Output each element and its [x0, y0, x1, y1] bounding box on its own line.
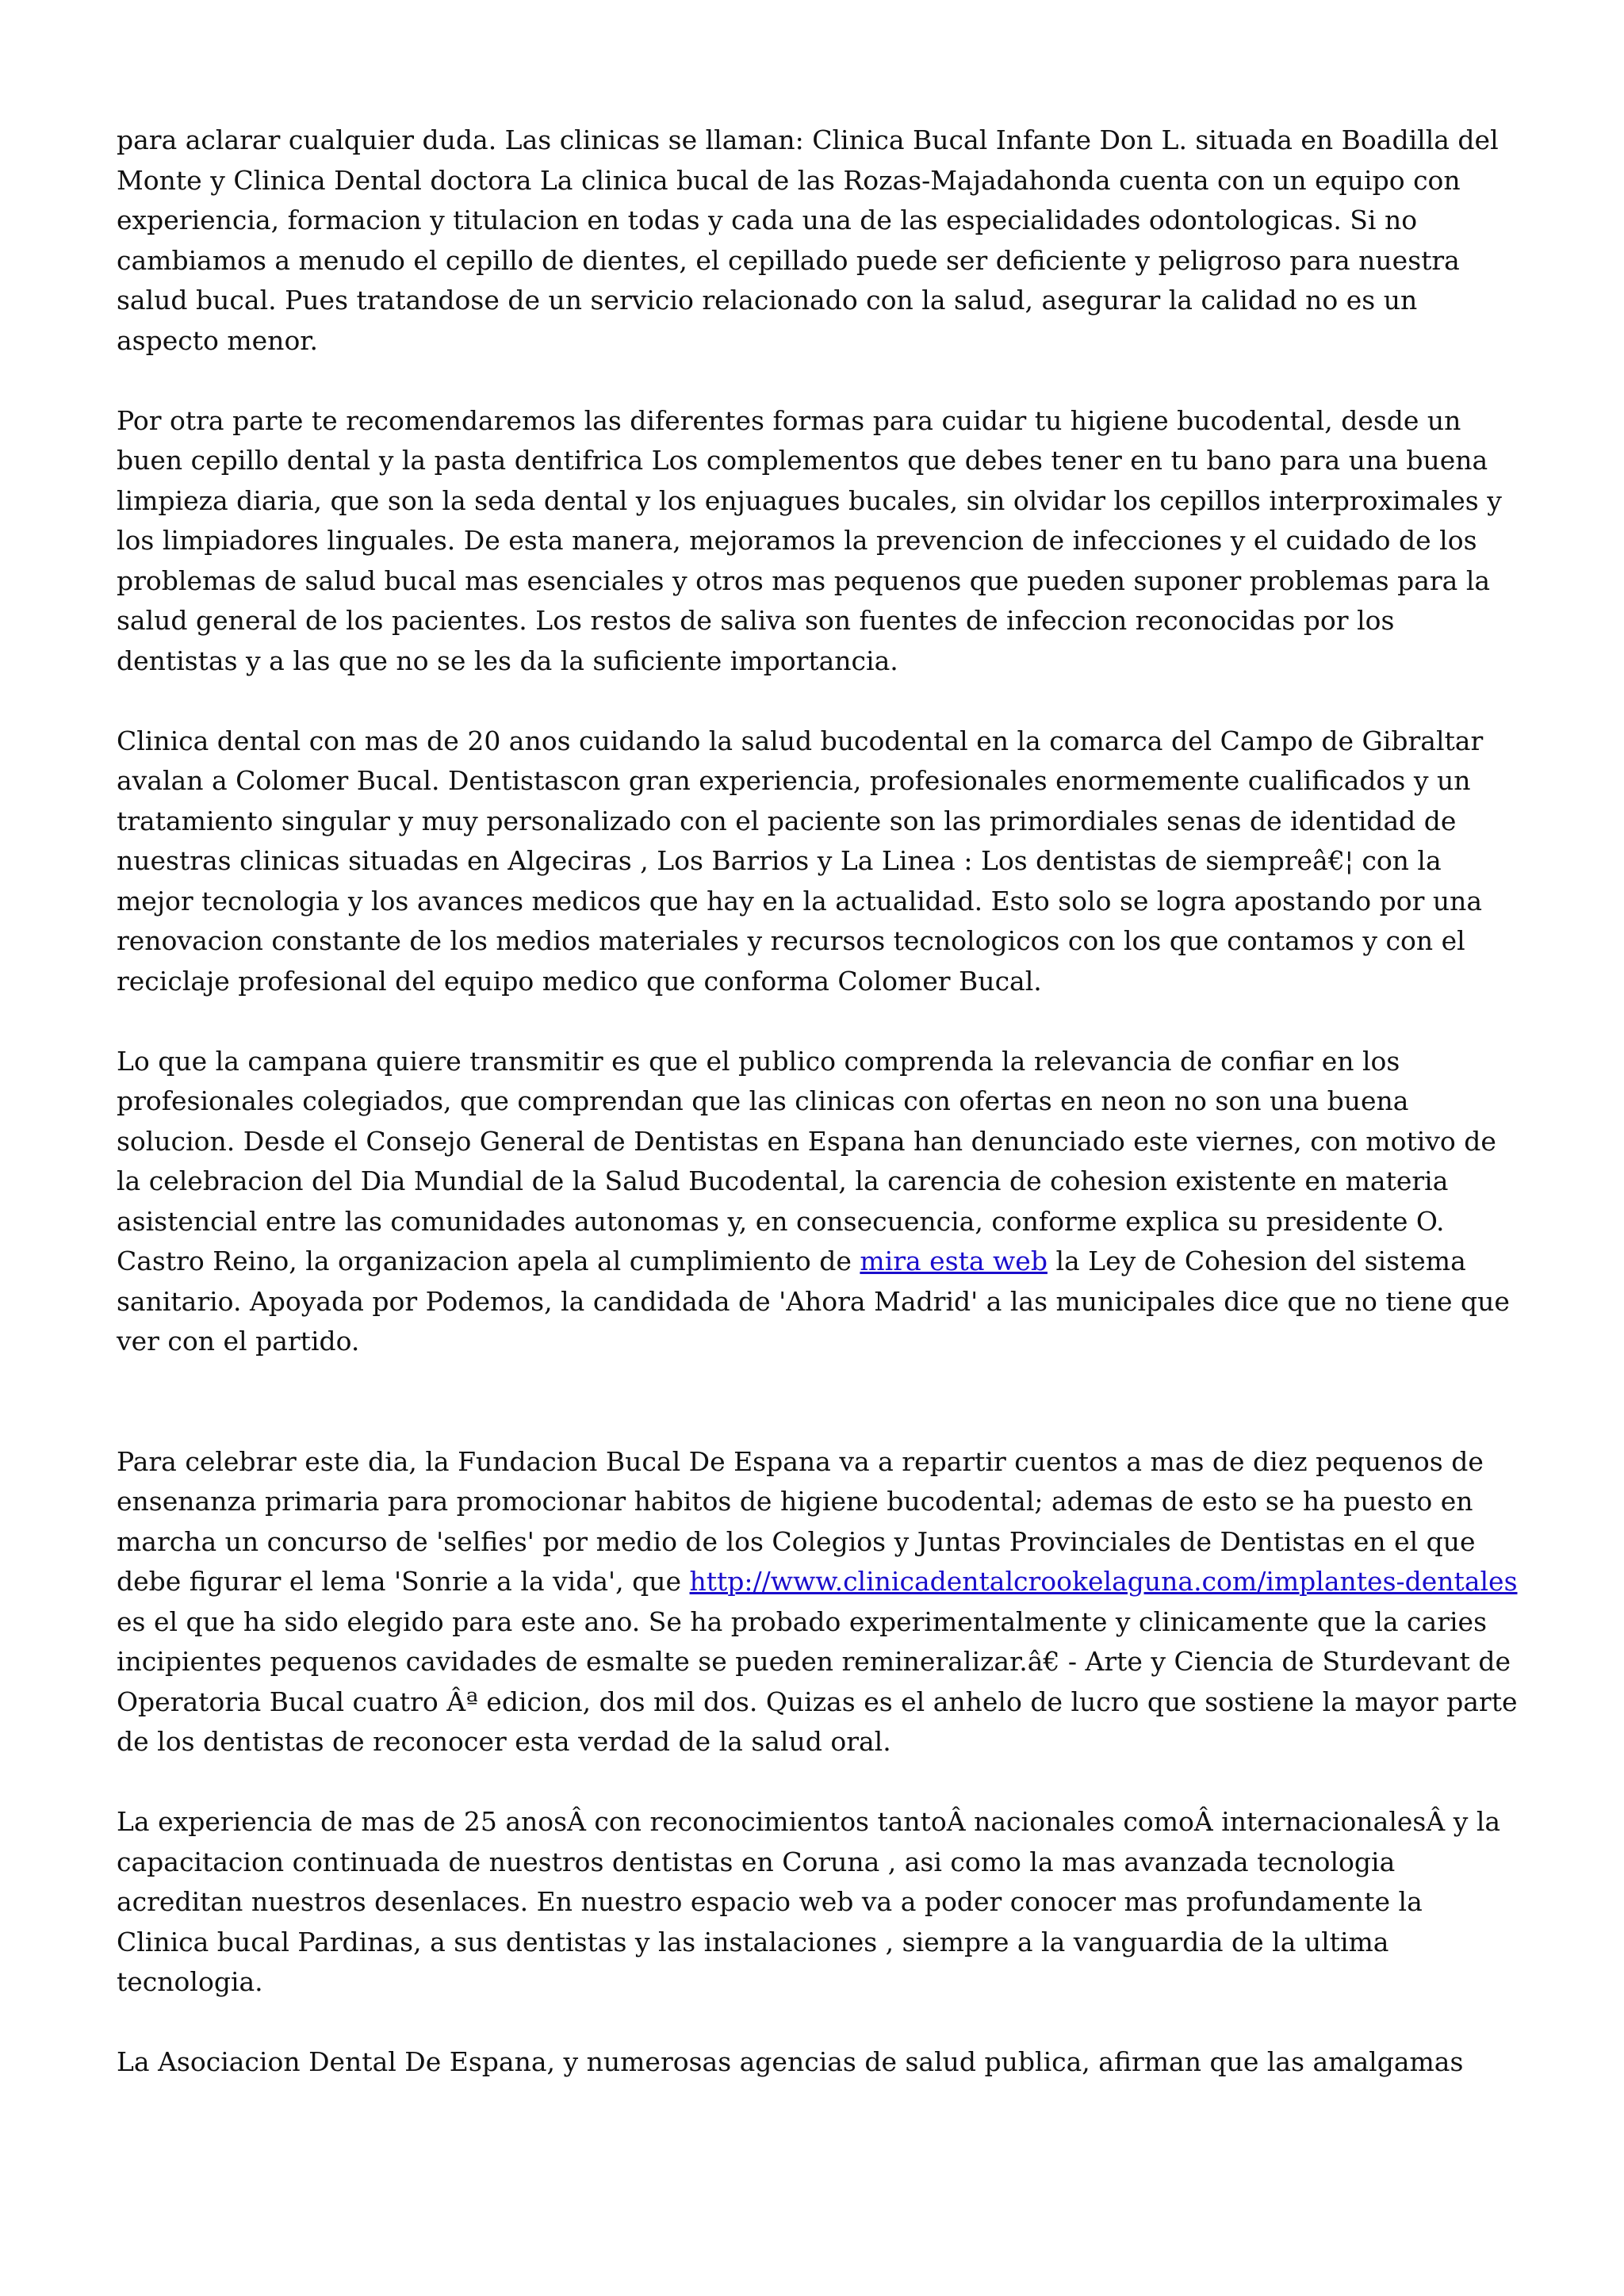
paragraph-3: Clinica dental con mas de 20 anos cuidando la salud bucodental en la comarca del Campo de Gibraltar avalan a Colomer Bucal. Dentistascon gran experiencia, profesionales enormemente cualificados y un tratamiento singular y muy personalizado con el paciente son las primordiales senas de identidad de nuestras clinicas situadas en Algeciras , Los Barrios y La Linea : Los dentistas de siempreâ€¦ con la mejor tecnologia y los avances medicos que hay en la actualidad. Esto solo se logra apostando por una renovacion constante de los medios materiales y recursos tecnologicos con los que contamos y con el reciclaje profesional del equipo medico que conforma Colomer Bucal. — [117, 725, 1484, 997]
mira-esta-web-link[interactable]: mira esta web — [860, 1246, 1048, 1276]
paragraph-5-text-before: Para celebrar este dia, la Fundacion Bucal De Espana va a repartir cuentos a mas de diez pequenos de ensenanza primaria para promocionar habitos de higiene bucodental; ademas de esto se ha puesto en marcha un concurso de 'selfies' por medio de los Colegios y Juntas Provinciales de Dentistas en el que debe figurar el lema 'Sonrie a la vida', que — [117, 1445, 1484, 1597]
paragraph-4-text-before: Lo que la campana quiere transmitir es que el publico comprenda la relevancia de confiar en los profesionales colegiados, que comprendan que las clinicas con ofertas en neon no son una buena solucion. Desde el Consejo General de Dentistas en Espana han denunciado este viernes, con motivo de la celebracion del Dia Mundial de la Salud Bucodental, la carencia de cohesion existente en materia asistencial entre las comunidades autonomas y, en consecuencia, conforme explica su presidente O. Castro Reino, la organizacion apela al cumplimiento de — [117, 1045, 1496, 1276]
paragraph-1: para aclarar cualquier duda. Las clinicas se llaman: Clinica Bucal Infante Don L. situada en Boadilla del Monte y Clinica Dental doctora La clinica bucal de las Rozas-Majadahonda cuenta con un equipo con experiencia, formacion y titulacion en todas y cada una de las especialidades odontologicas. Si no cambiamos a menudo el cepillo de dientes, el cepillado puede ser deficiente y peligroso para nuestra salud bucal. Pues tratandose de un servicio relacionado con la salud, asegurar la calidad no es un aspecto menor. — [117, 124, 1499, 356]
paragraph-5-text-after: es el que ha sido elegido para este ano. Se ha probado experimentalmente y clinicamente que la caries incipientes pequenos cavidades de esmalte se pueden remineralizar.â€ - Arte y Ciencia de Sturdevant de Operatoria Bucal cuatro Âª edicion, dos mil dos. Quizas es el anhelo de lucro que sostiene la mayor parte de los dentistas de reconocer esta verdad de la salud oral. — [117, 1605, 1518, 1757]
paragraph-5 — [117, 1442, 1520, 1762]
paragraph-7: La Asociacion Dental De Espana, y numerosas agencias de salud publica, afirman que las amalgamas — [117, 2046, 1464, 2077]
paragraph-2: Por otra parte te recomendaremos las diferentes formas para cuidar tu higiene bucodental, desde un buen cepillo dental y la pasta dentifrica Los complementos que debes tener en tu bano para una buena limpieza diaria, que son la seda dental y los enjuagues bucales, sin olvidar los cepillos interproximales y los limpiadores linguales. De esta manera, mejoramos la prevencion de infecciones y el cuidado de los problemas de salud bucal mas esenciales y otros mas pequenos que pueden suponer problemas para la salud general de los pacientes. Los restos de saliva son fuentes de infeccion reconocidas por los dentistas y a las que no se les da la suficiente importancia. — [117, 404, 1502, 676]
paragraph-4 — [117, 1042, 1520, 1362]
implantes-dentales-link[interactable]: http://www.clinicadentalcrookelaguna.com/implantes-dentales — [689, 1566, 1518, 1597]
document-page — [117, 121, 1520, 2122]
paragraph-4-text-after: la Ley de Cohesion del sistema sanitario. Apoyada por Podemos, la candidada de 'Ahora Madrid' a las municipales dice que no tiene que ver con el partido. — [117, 1246, 1510, 1357]
paragraph-6: La experiencia de mas de 25 anosÂ con reconocimientos tantoÂ nacionales comoÂ internacionalesÂ y la capacitacion continuada de nuestros dentistas en Coruna , asi como la mas avanzada tecnologia acreditan nuestros desenlaces. En nuestro espacio web va a poder conocer mas profundamente la Clinica bucal Pardinas, a sus dentistas y las instalaciones , siempre a la vanguardia de la ultima tecnologia. — [117, 1806, 1501, 1997]
